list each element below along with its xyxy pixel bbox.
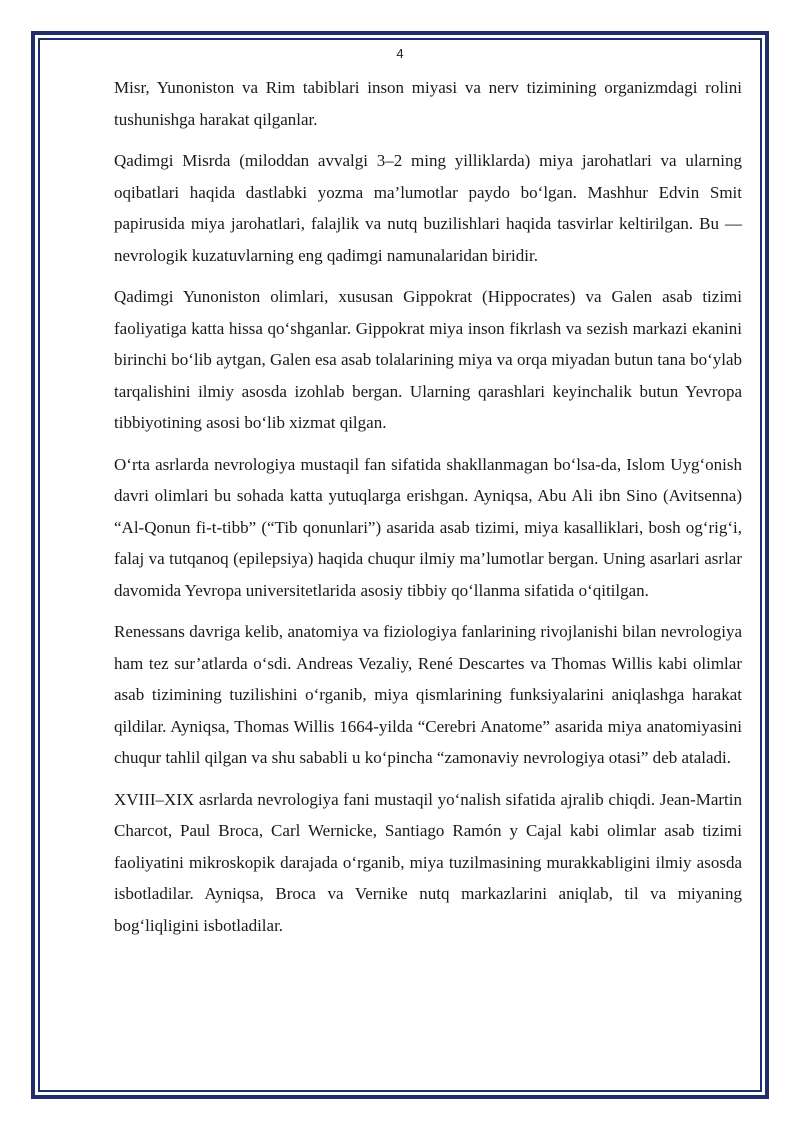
paragraph-2: Qadimgi Misrda (miloddan avvalgi 3–2 ming yilliklarda) miya jarohatlari va ularning oqibatlari haqida dastlabki yozma ma’lumotlar paydo bo‘lgan. Mashhur Edvin Smit papirusida miya jarohatlari, falajlik va nutq buzilishlari haqida tasvirlar keltirilgan. Bu — nevrologik kuzatuvlarning eng qadimgi namunalaridan biridir. [114,151,742,265]
paragraph-4: O‘rta asrlarda nevrologiya mustaqil fan sifatida shakllanmagan bo‘lsa-da, Islom Uyg‘onish davri olimlari bu sohada katta yutuqlarga erishgan. Ayniqsa, Abu Ali ibn Sino (Avitsenna) “Al-Qonun fi-t-tibb” (“Tib qonunlari”) asarida asab tizimi, miya kasalliklari, bosh og‘rig‘i, falaj va tutqanoq (epilepsiya) haqida chuqur ilmiy ma’lumotlar bergan. Uning asarlari asrlar davomida Yevropa universitetlarida asosiy tibbiy qo‘llanma sifatida o‘qitilgan. [114,454,742,600]
paragraph-6: XVIII–XIX asrlarda nevrologiya fani mustaqil yo‘nalish sifatida ajralib chiqdi. Jean-Martin Charcot, Paul Broca, Carl Wernicke, Santiago Ramón y Cajal kabi olimlar asab tizimi faoliyatini mikroskopik darajada o‘rganib, miya tuzilmasining murakkabligini ilmiy asosda isbotladilar. Ayniqsa, Broca va Vernike nutq markazlarini aniqlab, til va miyaning bog‘liqligini isbotladilar. [114,789,742,935]
paragraph-5: Renessans davriga kelib, anatomiya va fiziologiya fanlarining rivojlanishi bilan nevrologiya ham tez sur’atlarda o‘sdi. Andreas Vezaliy, René Descartes va Thomas Willis kabi olimlar asab tizimining tuzilishini o‘rganib, miya qismlarining funksiyalarini aniqlashga harakat qildilar. Ayniqsa, Thomas Willis 1664-yilda “Cerebri Anatome” asarida miya anatomiyasini chuqur tahlil qilgan va shu sababli u ko‘pincha “zamonaviy nevrologiya otasi” deb ataladi. [114,622,742,767]
paragraph-3: Qadimgi Yunoniston olimlari, xususan Gippokrat (Hippocrates) va Galen asab tizimi faoliyatiga katta hissa qo‘shganlar. Gippokrat miya inson fikrlash va sezish markazi ekanini birinchi bo‘lib aytgan, Galen esa asab tolalarining miya va orqa miyadan butun tana bo‘ylab tarqalishini ilmiy asosda izohlab bergan. Ularning qarashlari keyinchalik butun Yevropa tibbiyotining asosi bo‘lib xizmat qilgan. [114,287,742,432]
document-body [114,72,742,951]
paragraph-1: Misr, Yunoniston va Rim tabiblari inson miyasi va nerv tizimining organizmdagi rolini tushunishga harakat qilganlar. [114,78,742,129]
page-number: 4 [396,46,404,61]
